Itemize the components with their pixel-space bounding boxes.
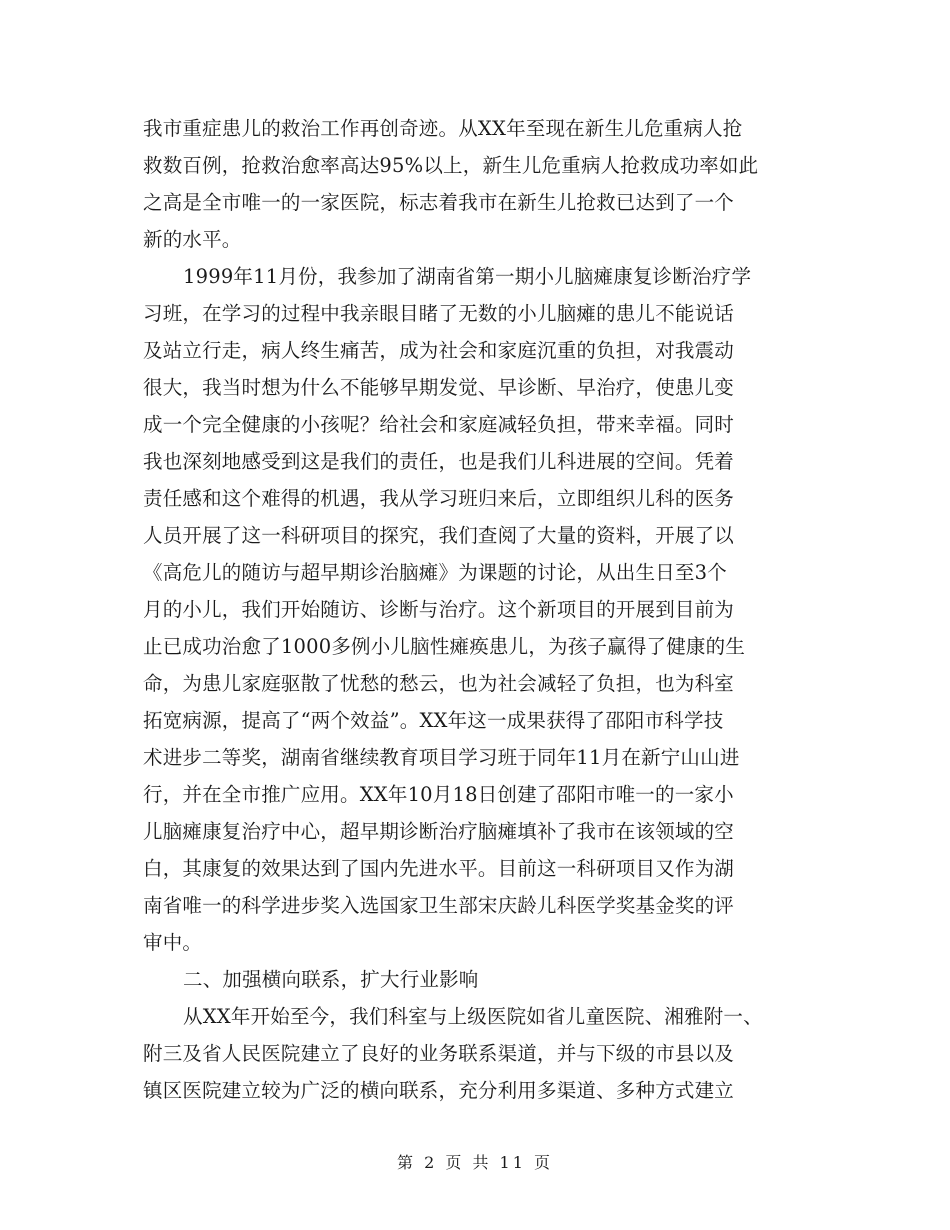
text-line: 习班，在学习的过程中我亲眼目睹了无数的小儿脑瘫的患儿不能说话 <box>143 302 735 325</box>
text-line: 很大，我当时想为什么不能够早期发觉、早诊断、早治疗，使患儿变 <box>143 376 735 399</box>
text-line: 止已成功治愈了1000多例小儿脑性瘫痪患儿，为孩子赢得了健康的生 <box>143 635 746 658</box>
text-line: 拓宽病源，提高了“两个效益”。XX年这一成果获得了邵阳市科学技 <box>143 709 724 732</box>
text-line: 我也深刻地感受到这是我们的责任，也是我们儿科进展的空间。凭着 <box>143 450 735 473</box>
text-line: 我市重症患儿的救治工作再创奇迹。从XX年至现在新生儿危重病人抢 <box>143 117 743 140</box>
text-line: 二、加强横向联系，扩大行业影响 <box>183 968 479 991</box>
text-line: 及站立行走，病人终生痛苦，成为社会和家庭沉重的负担，对我震动 <box>143 339 735 362</box>
text-line: 人员开展了这一科研项目的探究，我们查阅了大量的资料，开展了以 <box>143 524 735 547</box>
body-text <box>143 110 823 1109</box>
text-line: 责任感和这个难得的机遇，我从学习班归来后，立即组织儿科的医务 <box>143 487 735 510</box>
text-line: 成一个完全健康的小孩呢？给社会和家庭减轻负担，带来幸福。同时 <box>143 413 735 436</box>
text-line: 镇区医院建立较为广泛的横向联系，充分利用多渠道、多种方式建立 <box>143 1079 735 1102</box>
text-line: 救数百例，抢救治愈率高达95%以上，新生儿危重病人抢救成功率如此 <box>143 154 759 177</box>
text-line: 术进步二等奖，湖南省继续教育项目学习班于同年11月在新宁山山进 <box>143 746 740 769</box>
text-line: 从XX年开始至今，我们科室与上级医院如省儿童医院、湘雅附一、 <box>183 1005 763 1028</box>
text-line: 之高是全市唯一的一家医院，标志着我市在新生儿抢救已达到了一个 <box>143 191 735 214</box>
text-line: 审中。 <box>143 931 203 954</box>
text-line: 南省唯一的科学进步奖入选国家卫生部宋庆龄儿科医学奖基金奖的评 <box>143 894 735 917</box>
text-line: 儿脑瘫康复治疗中心，超早期诊断治疗脑瘫填补了我市在该领域的空 <box>143 820 735 843</box>
text-line: 新的水平。 <box>143 228 242 251</box>
text-line: 命，为患儿家庭驱散了忧愁的愁云，也为社会减轻了负担，也为科室 <box>143 672 735 695</box>
text-line: 《高危儿的随访与超早期诊治脑瘫》为课题的讨论，从出生日至3个 <box>143 561 727 584</box>
text-line: 附三及省人民医院建立了良好的业务联系渠道，并与下级的市县以及 <box>143 1042 735 1065</box>
page-number-footer: 第 2 页 共 11 页 <box>397 1153 553 1172</box>
text-line: 白，其康复的效果达到了国内先进水平。目前这一科研项目又作为湖 <box>143 857 735 880</box>
text-line: 月的小儿，我们开始随访、诊断与治疗。这个新项目的开展到目前为 <box>143 598 735 621</box>
text-line: 行，并在全市推广应用。XX年10月18日创建了邵阳市唯一的一家小 <box>143 783 734 806</box>
text-line: 1999年11月份，我参加了湖南省第一期小儿脑瘫康复诊断治疗学 <box>183 265 752 288</box>
